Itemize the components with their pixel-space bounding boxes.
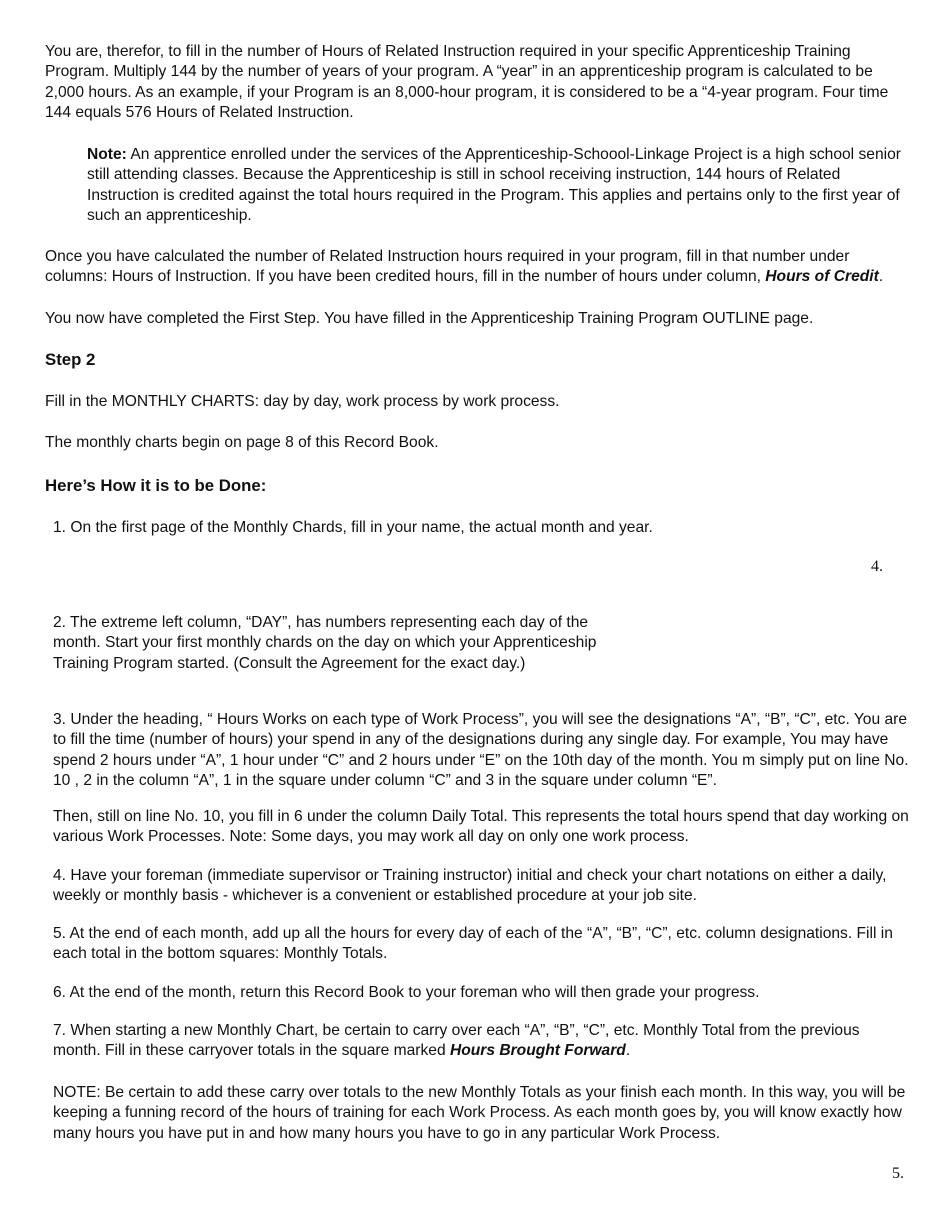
hours-brought-forward-emphasis: Hours Brought Forward	[449, 1042, 626, 1060]
page-number-bottom: 5.	[892, 1165, 904, 1182]
charts-begin-paragraph: The monthly charts begin on page 8 of this Record Book.	[45, 434, 439, 451]
step-3: 3. Under the heading, “ Hours Works on each type of Work Process”, you will see the designations “A”, “B”, “C”, etc. You are to fill the time (number of hours) your spend in any of the designations during any single day. For example, You may have spend 2 hours under “A”, 1 hour under “C” and 2 hours under “E” on the 10th day of the month. You m simply put on line No. 10 , 2 in the column “A”, 1 in the square under column “C” and 3 in the square under column “E”.	[53, 711, 909, 789]
final-note-paragraph: NOTE: Be certain to add these carry over totals to the new Monthly Totals as your finish each month. In this way, you will be keeping a funning record of the hours of training for each Work Process. As each month goes by, you will know exactly how many hours you have put in and how many hours you have to go in any particular Work Process.	[53, 1084, 906, 1142]
calculated-text: Once you have calculated the number of Related Instruction hours required in your program, fill in that number under columns: Hours of Instruction. If you have been credited hours, fill in the number of hours under column,	[45, 248, 850, 286]
step2-heading: Step 2	[45, 350, 96, 369]
step-5: 5. At the end of each month, add up all the hours for every day of each of the “A”, “B”, “C”, etc. column designations. Fill in each total in the bottom squares: Monthly Totals.	[53, 925, 893, 963]
calculated-end: .	[878, 268, 884, 286]
step-7-text: 7. When starting a new Monthly Chart, be certain to carry over each “A”, “B”, “C”, etc. Monthly Total from the previous month. Fill in these carryover totals in the square marked	[53, 1022, 860, 1060]
note-text: An apprentice enrolled under the services of the Apprenticeship-Schoool-Linkage Project is a high school senior still attending classes. Because the Apprenticeship is still in school receiving instruction, 144 hours of Related Instruction is credited against the total hours required in the Program. This applies and pertains only to the first year of such an apprenticeship.	[87, 146, 901, 224]
calculated-paragraph	[45, 247, 910, 288]
note-paragraph	[87, 145, 909, 226]
step-3-continued: Then, still on line No. 10, you fill in 6 under the column Daily Total. This represents the total hours spend that day working on various Work Processes. Note: Some days, you may work all day on only one work process.	[53, 808, 909, 846]
note-label: Note:	[87, 146, 127, 163]
hours-of-credit-emphasis: Hours of Credit	[765, 268, 879, 286]
how-heading: Here’s How it is to be Done:	[45, 476, 267, 495]
step-6: 6. At the end of the month, return this Record Book to your foreman who will then grade your progress.	[53, 984, 760, 1001]
step-7-end: .	[625, 1042, 631, 1060]
step-1: 1. On the first page of the Monthly Chards, fill in your name, the actual month and year.	[53, 519, 653, 536]
monthly-charts-paragraph: Fill in the MONTHLY CHARTS: day by day, work process by work process.	[45, 393, 560, 410]
step-2: 2. The extreme left column, “DAY”, has numbers representing each day of the month. Start your first monthly chards on the day on which your Apprenticeship Training Program started. (Consult the Agreement for the exact day.)	[53, 614, 597, 672]
step-7	[53, 1021, 910, 1062]
step-4: 4. Have your foreman (immediate supervisor or Training instructor) initial and check your chart notations on either a daily, weekly or monthly basis - whichever is a convenient or established procedure at your job site.	[53, 867, 887, 905]
first-step-paragraph: You now have completed the First Step. You have filled in the Apprenticeship Training Program OUTLINE page.	[45, 310, 814, 327]
page-number-top: 4.	[871, 558, 883, 575]
intro-paragraph: You are, therefor, to fill in the number of Hours of Related Instruction required in your specific Apprenticeship Training Program. Multiply 144 by the number of years of your program. A “year” in an apprenticeship program is calculated to be 2,000 hours. As an example, if your Program is an 8,000-hour program, it is considered to be a “4-year program. Four time 144 equals 576 Hours of Related Instruction.	[45, 43, 889, 121]
